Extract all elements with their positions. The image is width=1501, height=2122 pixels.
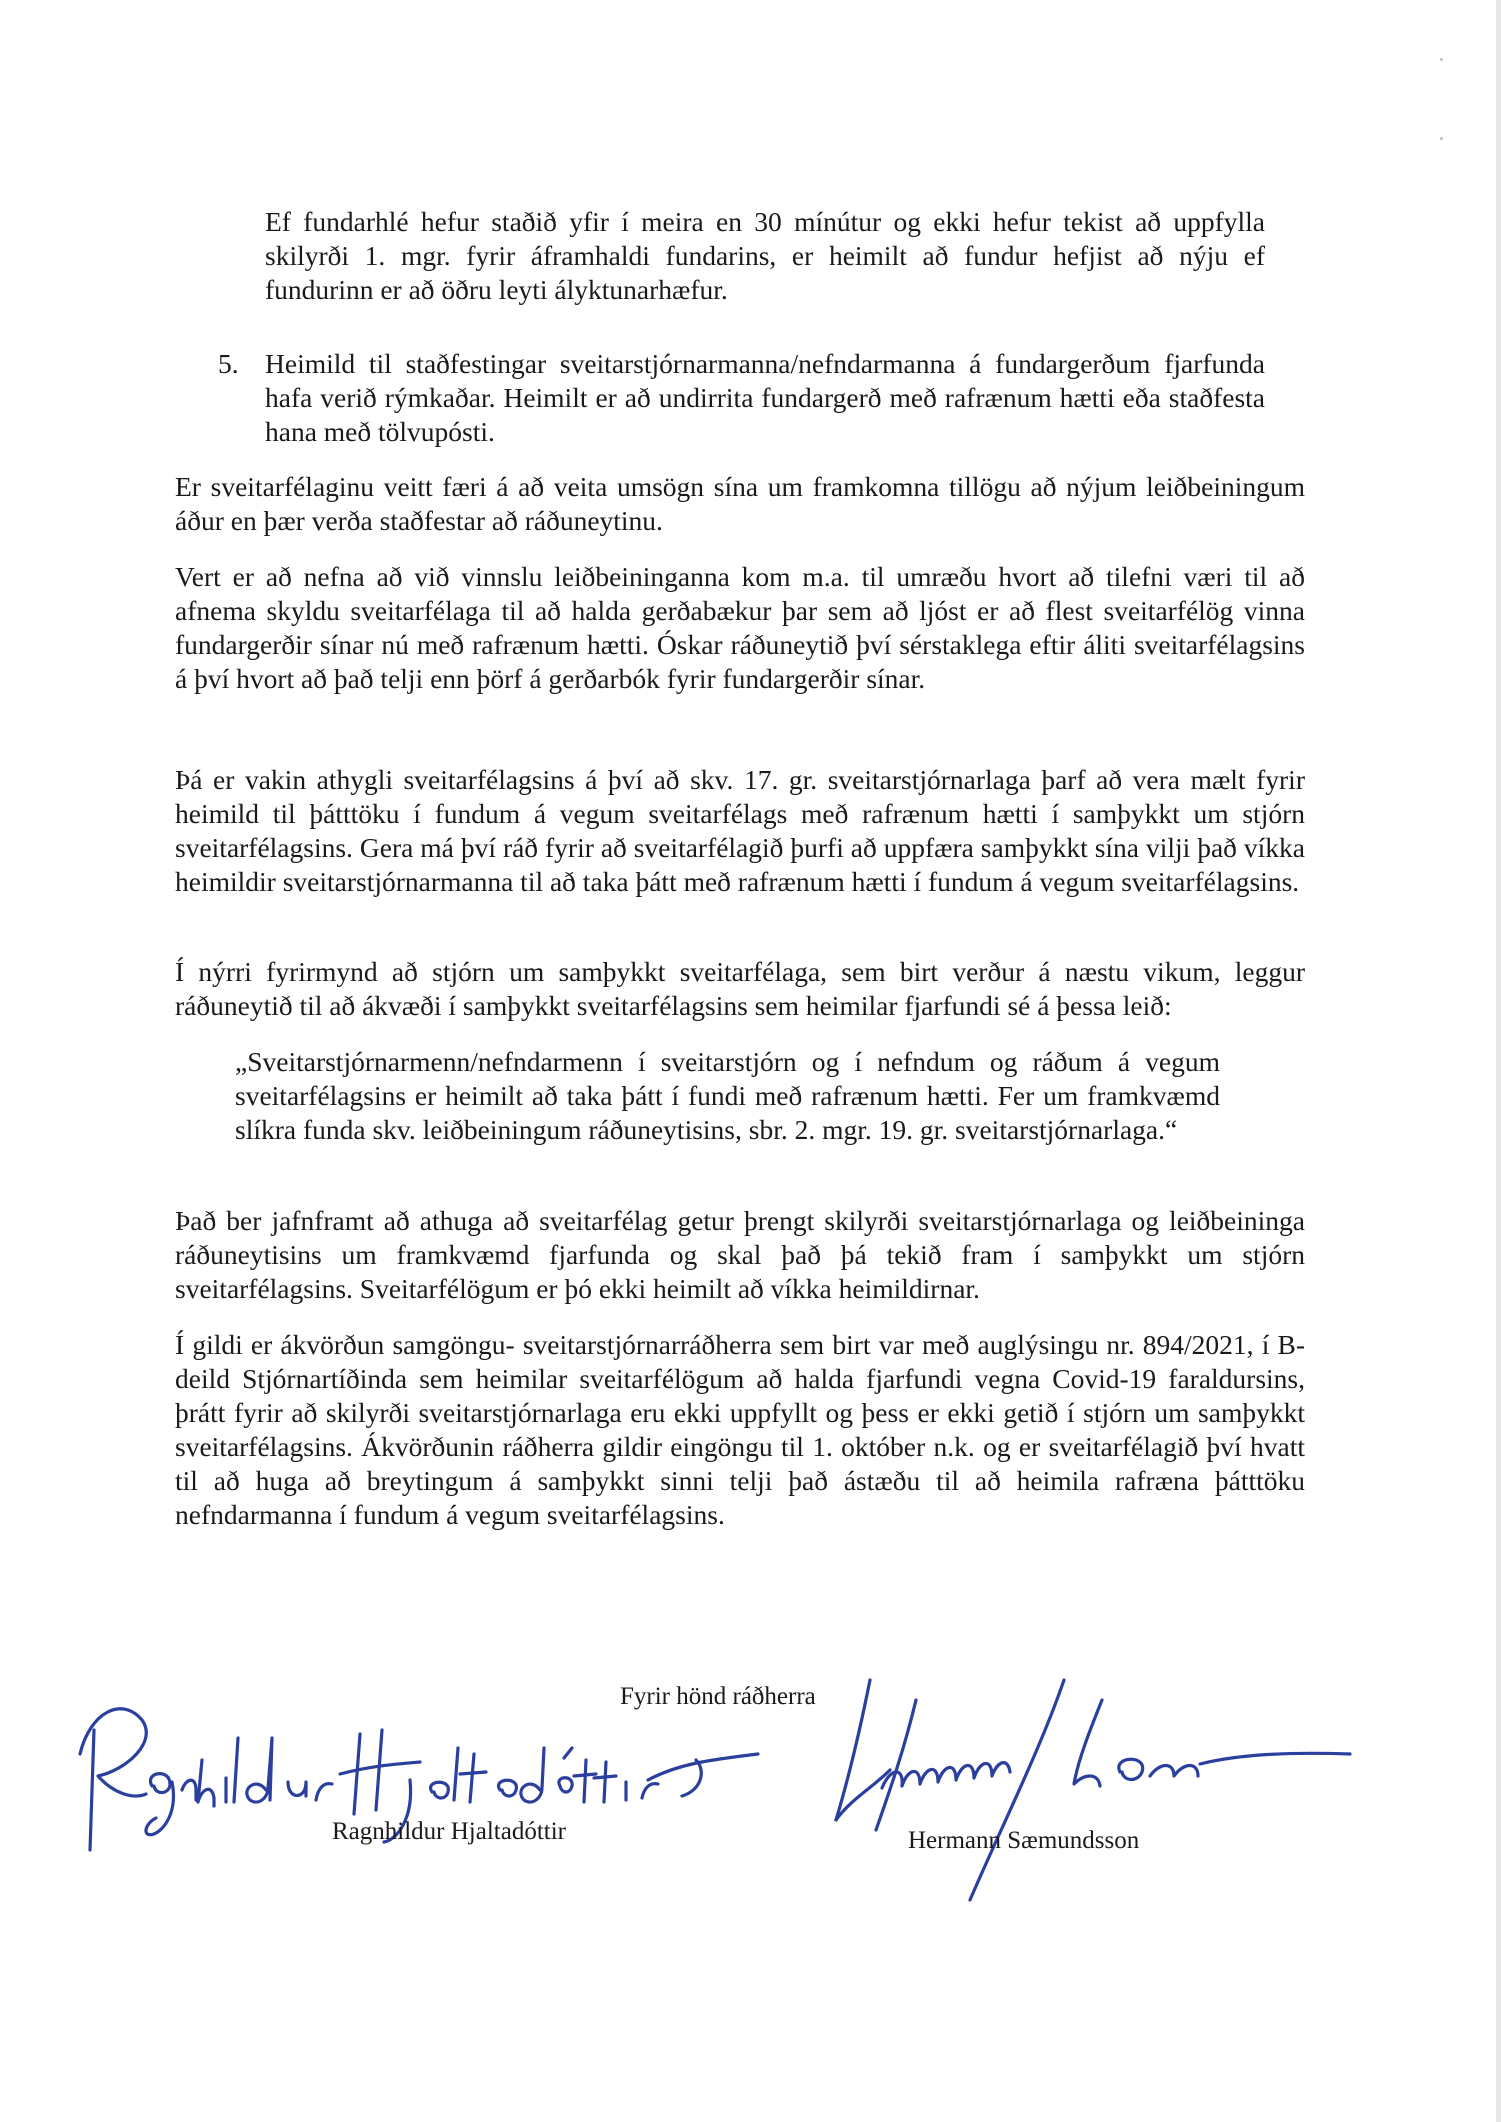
scan-speck xyxy=(1440,58,1443,61)
paragraph-minute-books: Vert er að nefna að við vinnslu leiðbeininganna kom m.a. til umræðu hvort að tilefni væri til að afnema skyldu sveitarfélaga til að halda gerðabækur þar sem að ljóst er að flest sveitarfélög vinna fundargerðir sínar nú með rafrænum hætti. Óskar ráðuneytið því sérstaklega eftir áliti sveitarfélagsins á því hvort að það telji enn þörf á gerðarbók fyrir fundargerðir sínar. xyxy=(175,561,1305,694)
scan-speck xyxy=(1440,137,1443,140)
paragraph-continuation: Ef fundarhlé hefur staðið yfir í meira en 30 mínútur og ekki hefur tekist að uppfylla skilyrði 1. mgr. fyrir áframhaldi fundarins, er heimilt að fundur hefjist að nýju ef fundurinn er að öðru leyti ályktunarhæfur. xyxy=(265,206,1265,305)
list-item-number: 5. xyxy=(218,348,239,379)
paragraph-review-request: Er sveitarfélaginu veitt færi á að veita umsögn sína um framkomna tillögu að nýjum leiðbeiningum áður en þær verða staðfestar að ráðuneytinu. xyxy=(175,471,1305,536)
quoted-provision: „Sveitarstjórnarmenn/nefndarmenn í sveitarstjórn og í nefndum og ráðum á vegum sveitarfélagsins er heimilt að taka þátt í fundi með rafrænum hætti. Fer um framkvæmd slíkra funda skv. leiðbeiningum ráðuneytisins, sbr. 2. mgr. 19. gr. sveitarstjórnarlaga.“ xyxy=(235,1046,1220,1145)
list-item-5-text: Heimild til staðfestingar sveitarstjórnarmanna/nefndarmanna á fundargerðum fjarfunda hafa verið rýmkaðar. Heimilt er að undirrita fundargerð með rafrænum hætti eða staðfesta hana með tölvupósti. xyxy=(265,348,1265,447)
signer-2-name: Hermann Sæmundsson xyxy=(908,1827,1140,1854)
paragraph-bylaws-update: Þá er vakin athygli sveitarfélagsins á því að skv. 17. gr. sveitarstjórnarlaga þarf að vera mælt fyrir heimild til þátttöku í fundum á vegum sveitarfélags með rafrænum hætti í samþykkt um stjórn sveitarfélagsins. Gera má því ráð fyrir að sveitarfélagið þurfi að uppfæra samþykkt sína vilji það víkka heimildir sveitarstjórnarmanna til að taka þátt með rafrænum hætti í fundum á vegum sveitarfélagsins. xyxy=(175,764,1305,897)
scan-edge-shadow xyxy=(1496,0,1501,2122)
paragraph-restrictions: Það ber jafnframt að athuga að sveitarfélag getur þrengt skilyrði sveitarstjórnarlaga og leiðbeininga ráðuneytisins um framkvæmd fjarfunda og skal það þá tekið fram í samþykkt um stjórn sveitarfélagsins. Sveitarfélögum er þó ekki heimilt að víkka heimildirnar. xyxy=(175,1205,1305,1304)
paragraph-model-bylaws: Í nýrri fyrirmynd að stjórn um samþykkt sveitarfélaga, sem birt verður á næstu vikum, leggur ráðuneytið til að ákvæði í samþykkt sveitarfélagsins sem heimilar fjarfundi sé á þessa leið: xyxy=(175,956,1305,1021)
paragraph-ministerial-decision: Í gildi er ákvörðun samgöngu- sveitarstjórnarráðherra sem birt var með auglýsingu nr. 894/2021, í B-deild Stjórnartíðinda sem heimilar sveitarfélögum að halda fjarfundi vegna Covid-19 faraldursins, þrátt fyrir að skilyrði sveitarstjórnarlaga eru ekki uppfyllt og þess er ekki getið í stjórn um samþykkt sveitarfélagsins. Ákvörðunin ráðherra gildir eingöngu til 1. október n.k. og er sveitarfélagið því hvatt til að huga að breytingum á samþykkt sinni telji það ástæðu til að heimila rafræna þátttöku nefndarmanna í fundum á vegum sveitarfélagsins. xyxy=(175,1329,1305,1530)
signature-hermann xyxy=(820,1660,1360,1920)
on-behalf-label: Fyrir hönd ráðherra xyxy=(620,1683,816,1710)
signer-1-name: Ragnhildur Hjaltadóttir xyxy=(332,1818,566,1845)
